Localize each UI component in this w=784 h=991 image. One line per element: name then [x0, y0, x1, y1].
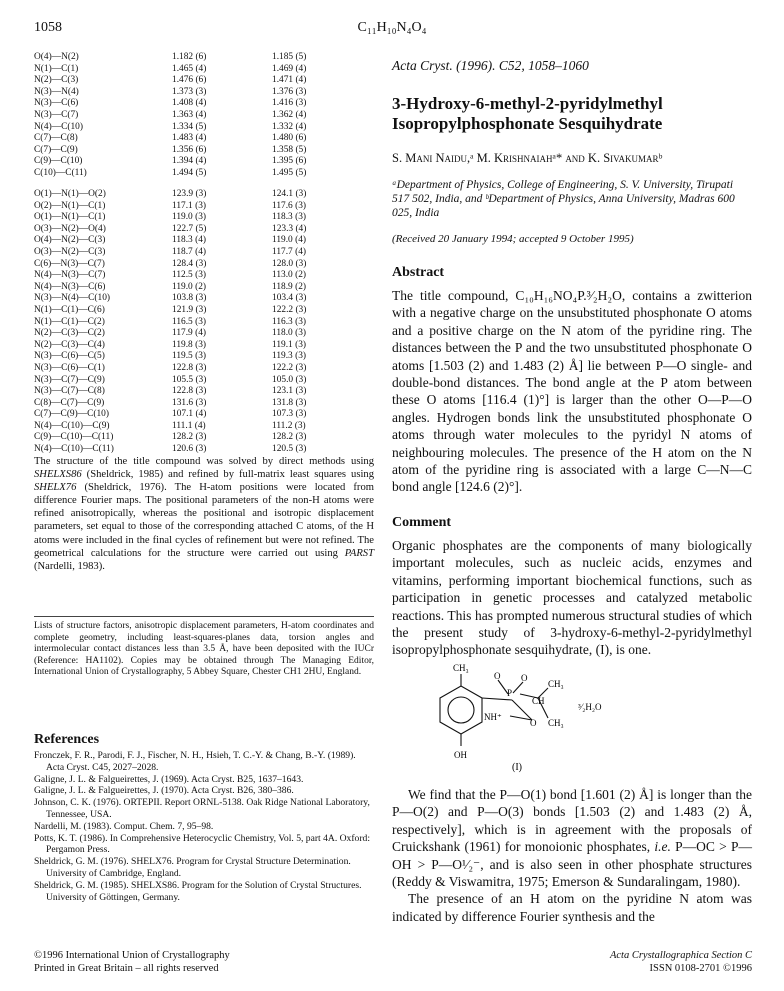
distance-row [34, 156, 372, 168]
angle-cell: N(2)—C(3)—C(2) [34, 328, 105, 339]
angle-cell: 122.2 (3) [272, 304, 307, 315]
bond-angle-table [34, 189, 374, 456]
angle-cell: 118.7 (4) [172, 246, 207, 257]
angle-row [34, 340, 372, 352]
angle-cell: 119.0 (4) [272, 235, 307, 246]
angle-cell: O(1)—N(1)—O(2) [34, 189, 106, 199]
angle-row [34, 328, 372, 340]
angle-cell: 124.1 (3) [272, 189, 307, 199]
angle-cell: 107.1 (4) [172, 409, 207, 420]
pyridine-ring [440, 686, 482, 734]
reference-item: Galigne, J. L. & Falgueirettes, J. (1969). Acta Cryst. B25, 1637–1643. [34, 773, 304, 785]
angle-cell: O(3)—N(2)—O(4) [34, 223, 106, 234]
distance-row [34, 133, 372, 145]
angle-cell: 128.2 (3) [172, 432, 207, 443]
angle-cell: N(4)—N(3)—C(7) [34, 270, 106, 281]
angle-cell: N(1)—C(1)—C(6) [34, 304, 105, 315]
discussion-section [392, 786, 752, 925]
discussion-text-2: The presence of an H atom on the pyridine N atom was indicated by difference Fourier synthesis and the [392, 891, 752, 924]
angle-cell: N(3)—C(6)—C(1) [34, 362, 105, 373]
distance-cell: 1.376 (3) [272, 86, 307, 97]
distance-row [34, 64, 372, 76]
angle-row [34, 259, 372, 271]
distance-cell: C(7)—C(9) [34, 144, 78, 155]
angle-cell: C(7)—C(9)—C(10) [34, 409, 109, 420]
comment-text: Organic phosphates are the components of many biologically important molecules, such as nucleic acids, enzymes and vitamins, performing important biochemical functions, such as participation in genetic processes and catalyzed metabolic reactions. This has prompted numerous structural studies of which the present study of 3-hydroxy-6-methyl-2-pyridylmethyl isopropylphosphonate sesquihydrate, (I), is one. [392, 538, 752, 658]
bond-distance-table [34, 52, 374, 180]
journal-citation: Acta Cryst. (1996). C52, 1058–1060 [392, 58, 589, 73]
distance-cell: N(1)—C(1) [34, 63, 79, 74]
angle-cell: 118.0 (3) [272, 328, 307, 339]
discussion-text: We find that the P—O(1) bond [1.601 (2) Å] is longer than the P—O(2) and P—O(3) bonds [1.503 (2) and 1.483 (2) Å, respectively], which is in agreement with the proposals of Cruickshank (1961) for monoionic phosphates, i.e. P—OC > P—OH > P—O¹⁄₂⁻, and is also seen in other phosphate structures (Reddy & Viswamitra, 1975; Emerson & Sundaralingam, 1980). [392, 787, 752, 890]
received-date: (Received 20 January 1994; accepted 9 October 1995) [392, 232, 634, 245]
distance-cell: N(4)—C(10) [34, 121, 83, 132]
aromatic-circle [448, 697, 474, 723]
distance-row [34, 168, 372, 180]
angle-cell: 111.1 (4) [172, 420, 206, 431]
distance-row [34, 98, 372, 110]
distance-cell: 1.185 (5) [272, 52, 307, 62]
angle-cell: C(6)—N(3)—C(7) [34, 258, 105, 269]
distance-row [34, 75, 372, 87]
angle-cell: O(3)—N(2)—C(3) [34, 246, 106, 257]
angle-row [34, 386, 372, 398]
distance-cell: 1.334 (5) [172, 121, 207, 132]
angle-cell: 123.3 (4) [272, 223, 307, 234]
angle-cell: 122.7 (5) [172, 223, 207, 234]
reference-item: Fronczek, F. R., Parodi, F. J., Fischer, N. H., Hsieh, T. C.-Y. & Chang, B.-Y. (1989). Acta Cryst. C45, 2027–2028. [34, 750, 356, 773]
abstract-section [392, 265, 752, 496]
angle-row [34, 363, 372, 375]
distance-row [34, 110, 372, 122]
divider-rule [34, 616, 374, 617]
reference-item: Sheldrick, G. M. (1985). SHELXS86. Program for the Solution of Crystal Structures. University of Göttingen, Germany. [34, 879, 362, 903]
angle-cell: N(3)—C(7)—C(9) [34, 374, 105, 385]
article-title: 3-Hydroxy-6-methyl-2-pyridylmethyl Isopropylphosphonate Sesquihydrate [392, 94, 663, 133]
distance-cell: 1.476 (6) [172, 75, 207, 86]
footer-left: ©1996 International Union of Crystallography Printed in Great Britain – all rights reserved [34, 950, 230, 974]
distance-cell: 1.483 (4) [172, 133, 207, 144]
angle-cell: 120.6 (3) [172, 444, 207, 455]
distance-cell: 1.465 (4) [172, 63, 207, 74]
reference-item: Johnson, C. K. (1976). ORTEPII. Report ORNL-5138. Oak Ridge National Laboratory, Tennessee, USA. [34, 797, 370, 820]
angle-row [34, 421, 372, 433]
angle-row [34, 201, 372, 213]
angle-cell: 117.6 (3) [272, 200, 307, 211]
distance-row [34, 145, 372, 157]
scheme-nh: NH⁺ [484, 712, 502, 722]
angle-cell: N(2)—C(3)—C(4) [34, 339, 105, 350]
angle-cell: 122.2 (3) [272, 362, 307, 373]
distance-cell: C(7)—C(8) [34, 133, 78, 144]
angle-cell: N(3)—N(4)—C(10) [34, 293, 111, 304]
scheme-ch: CH [532, 696, 545, 706]
angle-cell: O(2)—N(1)—C(1) [34, 200, 106, 211]
angle-row [34, 398, 372, 410]
distance-cell: 1.394 (4) [172, 156, 207, 167]
angle-cell: N(4)—N(3)—C(6) [34, 281, 106, 292]
page-number: 1058 [34, 20, 62, 35]
angle-cell: 119.5 (3) [172, 351, 207, 362]
angle-row [34, 212, 372, 224]
angle-cell: 119.3 (3) [272, 351, 307, 362]
distance-row [34, 122, 372, 134]
article-header [392, 58, 752, 245]
angle-cell: 117.7 (4) [272, 246, 307, 257]
abstract-heading: Abstract [392, 265, 445, 280]
angle-cell: 131.6 (3) [172, 397, 207, 408]
scheme-ch3-right: CH₃ [548, 679, 564, 689]
scheme-label: (I) [512, 762, 522, 773]
distance-cell: N(2)—C(3) [34, 75, 79, 86]
running-header-formula: C₁₁H₁₀N₄O₄ [357, 20, 427, 35]
distance-cell: N(3)—C(7) [34, 109, 79, 120]
angle-cell: 118.9 (2) [272, 281, 307, 292]
angle-cell: 123.9 (3) [172, 189, 207, 199]
deposition-note: Lists of structure factors, anisotropic displacement parameters, H-atom coordinates and complete geometry, including least-squares-planes data, torsion angles and intermolecular contact distances less than 3.5 Å, have been deposited with the IUCr (Reference: HA1102). Copies may be obtained through The Managing Editor, International Union of Crystallography, 5 Abbey Square, Chester CH1 2HU, England. [34, 621, 374, 678]
angle-cell: 111.2 (3) [272, 420, 306, 431]
scheme-oh: OH [454, 750, 467, 760]
distance-cell: O(4)—N(2) [34, 52, 79, 62]
angle-row [34, 224, 372, 236]
angle-cell: 105.5 (3) [172, 374, 207, 385]
reference-item: Sheldrick, G. M. (1976). SHELX76. Program for Crystal Structure Determination. University of Cambridge, England. [34, 856, 351, 879]
angle-cell: 103.4 (3) [272, 293, 307, 304]
distance-cell: 1.363 (4) [172, 109, 207, 120]
reference-item: Galigne, J. L. & Falgueirettes, J. (1970). Acta Cryst. B26, 380–386. [34, 785, 294, 797]
angle-cell: 128.4 (3) [172, 258, 207, 269]
angle-cell: 118.3 (4) [172, 235, 207, 246]
distance-row [34, 52, 372, 64]
distance-cell: 1.494 (5) [172, 167, 207, 178]
angle-cell: 118.3 (3) [272, 212, 307, 223]
references-heading: References [34, 732, 100, 747]
scheme-o1: O [494, 671, 501, 681]
distance-cell: 1.395 (6) [272, 156, 307, 167]
angle-row [34, 409, 372, 421]
angle-cell: 116.3 (3) [272, 316, 307, 327]
scheme-p: P [507, 688, 513, 698]
angle-row [34, 375, 372, 387]
angle-cell: 105.0 (3) [272, 374, 307, 385]
angle-row [34, 235, 372, 247]
angle-cell: 128.0 (3) [272, 258, 307, 269]
angle-cell: 116.5 (3) [172, 316, 207, 327]
abstract-text: The title compound, C₁₀H₁₆NO₄P.³⁄₂H₂O, contains a zwitterion with a negative charge on the unsubstituted phosphonate O atoms and a positive charge on the N atom of the pyridine ring. The distances between the P and the two unsubstituted phosphonate O atoms [1.503 (2) and 1.483 (2) Å] lie between P—O single- and double-bond distances. The bond angle at the P atom between these O atoms [116.4 (1)°] is larger than the other O—P—O angles. Hydrogen bonds link the unsubstituted phosphonate O atoms through water molecules to the pyridyl N atoms of neighbouring molecules. The presence of the H atom on the N atom of the pyridine ring is associated with a large C—N—C bond angle [124.6 (2)°]. [392, 288, 752, 495]
references-section [34, 732, 374, 903]
footer-right: Acta Crystallographica Section C ISSN 0108-2701 ©1996 [609, 950, 752, 974]
reference-item: Potts, K. T. (1986). In Comprehensive Heterocyclic Chemistry, Vol. 5, part 4A. Oxford: Pergamon Press. [34, 832, 370, 856]
distance-cell: 1.182 (6) [172, 52, 207, 62]
angle-row [34, 293, 372, 305]
angle-cell: C(8)—C(7)—C(9) [34, 397, 105, 408]
scheme-ch3-bottom: CH₃ [548, 718, 564, 728]
distance-cell: 1.358 (5) [272, 144, 307, 155]
angle-row [34, 270, 372, 282]
distance-cell: C(9)—C(10) [34, 156, 83, 167]
angle-row [34, 317, 372, 329]
distance-cell: 1.480 (6) [272, 133, 307, 144]
distance-cell: 1.469 (4) [272, 63, 307, 74]
angle-cell: 120.5 (3) [272, 444, 307, 455]
angle-cell: N(4)—C(10)—C(11) [34, 444, 114, 455]
angle-row [34, 432, 372, 444]
angle-row [34, 305, 372, 317]
distance-cell: C(10)—C(11) [34, 167, 87, 178]
angle-cell: N(1)—C(1)—C(2) [34, 316, 105, 327]
distance-cell: 1.332 (4) [272, 121, 307, 132]
angle-cell: 128.2 (3) [272, 432, 307, 443]
comment-heading: Comment [392, 515, 452, 530]
angle-cell: 117.9 (4) [172, 328, 207, 339]
angle-cell: 119.8 (3) [172, 339, 207, 350]
distance-cell: N(3)—N(4) [34, 86, 79, 97]
angle-cell: 103.8 (3) [172, 293, 207, 304]
scheme-o3: O [530, 718, 537, 728]
angle-cell: 112.5 (3) [172, 270, 207, 281]
distance-cell: 1.362 (4) [272, 109, 307, 120]
chemical-scheme [420, 660, 720, 780]
angle-cell: 131.8 (3) [272, 397, 307, 408]
angle-cell: N(4)—C(10)—C(9) [34, 420, 110, 431]
angle-cell: O(4)—N(2)—C(3) [34, 235, 106, 246]
angle-cell: 113.0 (2) [272, 270, 307, 281]
affiliation: ᵃDepartment of Physics, College of Engineering, S. V. University, Tirupati 517 502, India, and ᵇDepartment of Physics, Anna University, Madras 600 025, India [392, 179, 735, 220]
angle-row [34, 351, 372, 363]
scheme-o2: O [521, 673, 528, 683]
angle-cell: 117.1 (3) [172, 200, 207, 211]
authors: S. Mani Naidu,ᵃ M. Krishnaiahᵃ* and K. Sivakumarᵇ [392, 151, 663, 165]
angle-cell: 107.3 (3) [272, 409, 307, 420]
angle-row [34, 247, 372, 259]
refinement-paragraph: The structure of the title compound was solved by direct methods using SHELXS86 (Sheldrick, 1985) and refined by full-matrix least squares using SHELX76 (Sheldrick, 1976). The H-atom positions were located from difference Fourier maps. The positional parameters of the non-H atoms were refined anisotropically, whereas the positional and isotropic displacement parameters, set equal to those of the corresponding attached C atoms, of the H atoms were included in the final cycles of refinement but were not refined. The geometrical calculations for the structure were carried out using PARST (Nardelli, 1983). [34, 456, 374, 572]
scheme-ch3-top: CH₃ [453, 663, 469, 673]
angle-cell: 119.0 (2) [172, 281, 207, 292]
angle-cell: C(9)—C(10)—C(11) [34, 432, 114, 443]
distance-cell: 1.416 (3) [272, 98, 307, 109]
angle-cell: O(1)—N(1)—C(1) [34, 212, 106, 223]
angle-cell: 119.0 (3) [172, 212, 207, 223]
distance-cell: 1.408 (4) [172, 98, 207, 109]
distance-cell: 1.373 (3) [172, 86, 207, 97]
reference-item: Nardelli, M. (1983). Comput. Chem. 7, 95–98. [34, 820, 214, 832]
distance-row [34, 87, 372, 99]
scheme-water: ³⁄₂H₂O [578, 702, 602, 712]
angle-cell: 119.1 (3) [272, 339, 307, 350]
angle-cell: 122.8 (3) [172, 386, 207, 397]
angle-row [34, 444, 372, 456]
distance-cell: 1.495 (5) [272, 167, 307, 178]
comment-section [392, 515, 752, 659]
angle-cell: 123.1 (3) [272, 386, 307, 397]
distance-cell: N(3)—C(6) [34, 98, 79, 109]
angle-cell: 122.8 (3) [172, 362, 207, 373]
angle-row [34, 189, 372, 201]
distance-cell: 1.471 (4) [272, 75, 307, 86]
angle-cell: 121.9 (3) [172, 304, 207, 315]
distance-cell: 1.356 (6) [172, 144, 207, 155]
angle-cell: N(3)—C(7)—C(8) [34, 386, 105, 397]
angle-cell: N(3)—C(6)—C(5) [34, 351, 105, 362]
angle-row [34, 282, 372, 294]
